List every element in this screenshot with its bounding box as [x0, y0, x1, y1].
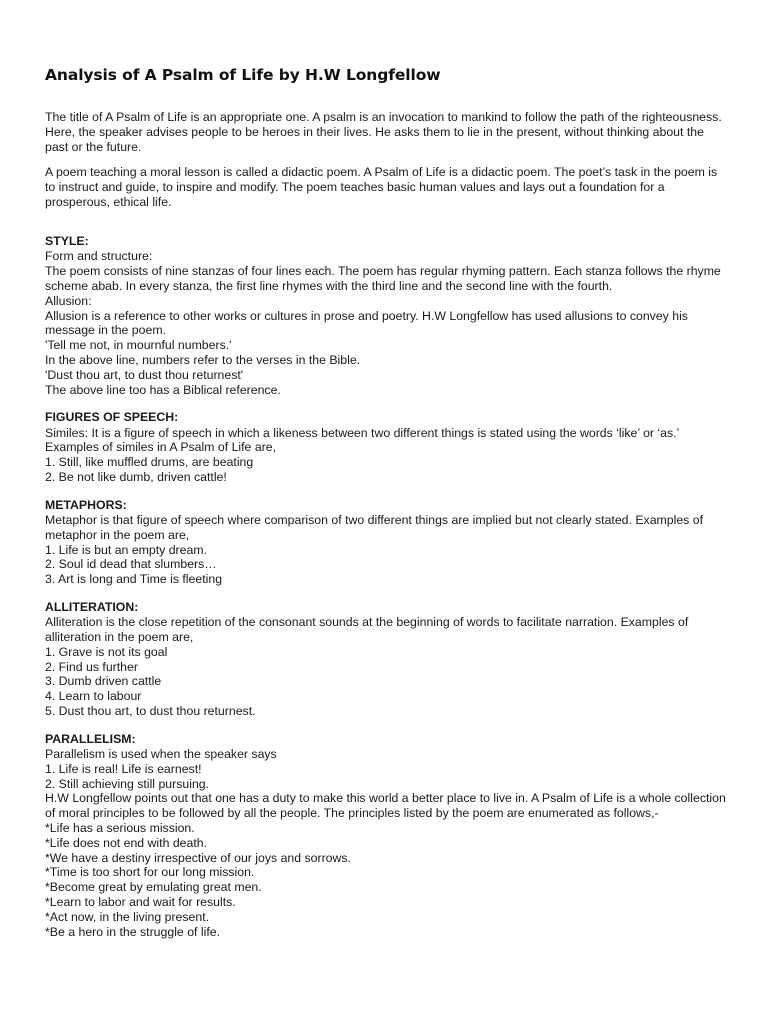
section-line: 'Tell me not, in mournful numbers.' [45, 338, 232, 353]
section-line: *Act now, in the living present. [45, 909, 210, 924]
intro-paragraph: A poem teaching a moral lesson is called a didactic poem. A Psalm of Life is a didactic poem. The poet’s task in the poem is to instruct and guide, to inspire and modify. The poem teaches basic human values and lays out a foundation for a prosperous, ethical life. [45, 164, 718, 210]
section-line: Allusion: [45, 293, 92, 308]
section-line: 3. Art is long and Time is fleeting [45, 572, 223, 587]
section-line: H.W Longfellow points out that one has a duty to make this world a better place to live in. A Psalm of Life is a whole collection of moral principles to be followed by all the people. The principles listed by the poem are enumerated as follows,- [45, 791, 726, 821]
section-heading: FIGURES OF SPEECH: [45, 410, 179, 425]
section-line: *Be a hero in the struggle of life. [45, 924, 220, 939]
section-line: 1. Grave is not its goal [45, 644, 168, 659]
section-alliteration [45, 600, 728, 719]
section-line: Examples of similes in A Psalm of Life are, [45, 440, 277, 455]
section-line: 1. Life is but an empty dream. [45, 542, 207, 557]
page-title: Analysis of A Psalm of Life by H.W Longfellow [45, 66, 441, 84]
section-line: The poem consists of nine stanzas of four lines each. The poem has regular rhyming pattern. Each stanza follows the rhyme scheme abab. In every stanza, the first line rhymes with the third line and the second line with the fourth. [45, 264, 721, 294]
section-heading: PARALLELISM: [45, 731, 136, 746]
section-line: Similes: It is a figure of speech in which a likeness between two different things is stated using the words ‘like’ or ‘as.’ [45, 425, 680, 440]
section-line: *Life does not end with death. [45, 835, 208, 850]
section-line: *Life has a serious mission. [45, 820, 195, 835]
section-line: Alliteration is the close repetition of the consonant sounds at the beginning of words to facilitate narration. Examples of alliteration in the poem are, [45, 615, 689, 644]
section-line: The above line too has a Biblical reference. [45, 382, 281, 397]
section-line: 2. Still achieving still pursuing. [45, 776, 210, 791]
section-line: 3. Dumb driven cattle [45, 674, 162, 689]
section-line: 'Dust thou art, to dust thou returnest' [45, 367, 244, 382]
section-line: Parallelism is used when the speaker says [45, 746, 277, 761]
section-line: *Become great by emulating great men. [45, 880, 262, 895]
section-style [45, 234, 728, 397]
section-line: 2. Find us further [45, 659, 138, 674]
section-heading: METAPHORS: [45, 497, 127, 512]
section-line: Form and structure: [45, 249, 153, 264]
section-line: *Time is too short for our long mission. [45, 865, 255, 880]
section-heading: ALLITERATION: [45, 599, 139, 614]
section-line: Allusion is a reference to other works or cultures in prose and poetry. H.W Longfellow has used allusions to convey his message in the poem. [45, 308, 688, 338]
section-line: 4. Learn to labour [45, 689, 142, 704]
section-line: *We have a destiny irrespective of our joys and sorrows. [45, 850, 351, 865]
intro-paragraph: The title of A Psalm of Life is an appropriate one. A psalm is an invocation to mankind to follow the path of the righteousness. Here, the speaker advises people to be heroes in their lives. He asks them to lie in the present, without thinking about the past or the future. [45, 110, 722, 155]
section-metaphors [45, 498, 728, 587]
section-line: 1. Still, like muffled drums, are beating [45, 455, 254, 470]
section-line: 2. Be not like dumb, driven cattle! [45, 469, 227, 484]
section-line: *Learn to labor and wait for results. [45, 894, 236, 909]
section-line: 1. Life is real! Life is earnest! [45, 761, 202, 776]
section-figures-of-speech [45, 410, 728, 484]
section-parallelism [45, 732, 728, 940]
section-line: 5. Dust thou art, to dust thou returnest. [45, 703, 256, 718]
section-line: 2. Soul id dead that slumbers… [45, 557, 217, 572]
section-heading: STYLE: [45, 234, 89, 249]
section-line: Metaphor is that figure of speech where comparison of two different things are implied but not clearly stated. Examples of metaphor in the poem are, [45, 512, 704, 542]
section-line: In the above line, numbers refer to the verses in the Bible. [45, 353, 361, 367]
